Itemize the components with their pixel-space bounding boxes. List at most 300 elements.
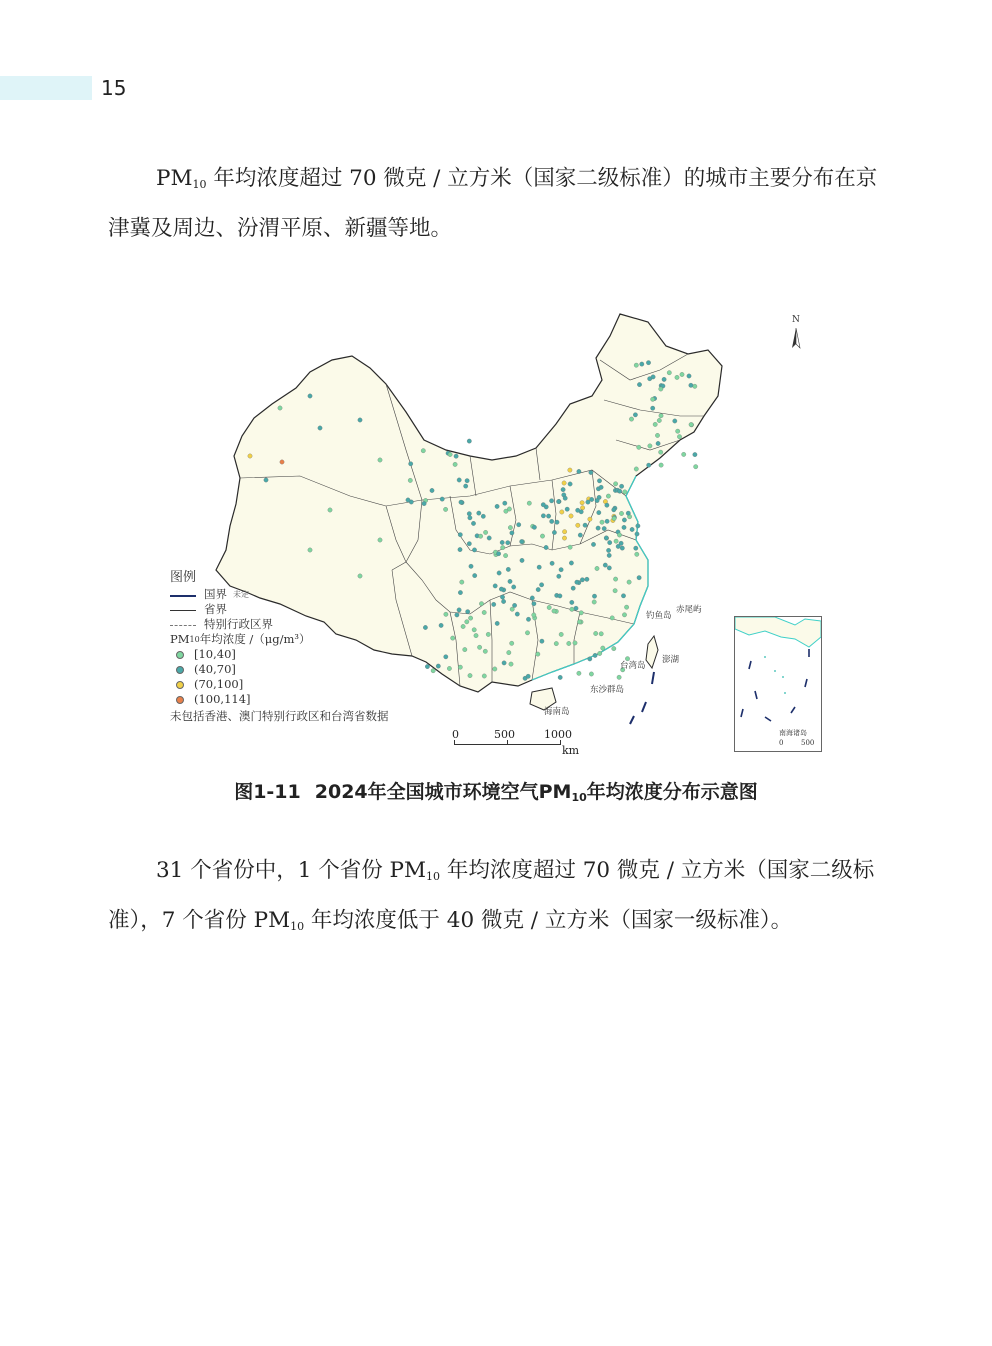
- scale-tick-mark-0: [454, 740, 455, 745]
- inset-scale-0: 0: [779, 739, 784, 747]
- city-dot: [526, 674, 530, 678]
- city-dot: [612, 508, 616, 512]
- city-dot: [409, 462, 413, 466]
- city-dot: [673, 419, 677, 423]
- city-dot: [657, 418, 661, 422]
- city-dot: [467, 439, 471, 443]
- city-dot: [592, 600, 596, 604]
- indent: [108, 858, 156, 883]
- city-dot: [493, 667, 497, 671]
- city-dot: [530, 596, 534, 600]
- city-dot: [495, 621, 499, 625]
- city-dot: [589, 470, 593, 474]
- city-dot: [578, 533, 582, 537]
- figure-caption: [0, 778, 992, 812]
- city-dot: [635, 552, 639, 556]
- city-dot: [637, 445, 641, 449]
- city-dot: [659, 463, 663, 467]
- city-dot: [492, 602, 496, 606]
- city-dot: [591, 542, 595, 546]
- city-dot: [506, 541, 510, 545]
- city-dot: [471, 521, 475, 525]
- city-dot: [472, 628, 476, 632]
- city-dot: [575, 580, 579, 584]
- city-dot: [559, 632, 563, 636]
- city-dot: [646, 361, 650, 365]
- inset-scale-500: 500: [801, 739, 815, 747]
- city-dot: [547, 605, 551, 609]
- city-dot: [496, 552, 500, 556]
- north-label: N: [792, 315, 800, 325]
- city-dot: [580, 506, 584, 510]
- city-dot: [651, 397, 655, 401]
- city-dot: [573, 641, 577, 645]
- city-dot: [626, 511, 630, 515]
- city-dot: [596, 526, 600, 530]
- legend-class-3-label: (70,100]: [194, 677, 244, 691]
- city-dot: [532, 525, 536, 529]
- sar-border-label: 特别行政区界: [204, 617, 273, 631]
- city-dot: [520, 558, 524, 562]
- city-dot: [637, 382, 641, 386]
- city-dot: [473, 573, 477, 577]
- legend-class-4-label: (100,114]: [194, 692, 251, 706]
- paragraph2-sub2: 10: [290, 920, 305, 933]
- city-dot: [541, 503, 545, 507]
- city-dot: [552, 530, 556, 534]
- south-china-sea-dashes: [630, 672, 654, 724]
- map-label-dongsha: 东沙群岛: [590, 685, 625, 695]
- city-dot: [619, 484, 623, 488]
- city-dot: [501, 545, 505, 549]
- city-dot: [693, 384, 697, 388]
- provincial-border-swatch: [170, 605, 198, 615]
- city-dot: [689, 383, 693, 387]
- city-dot: [648, 444, 652, 448]
- city-dot: [559, 568, 563, 572]
- city-dot: [601, 646, 605, 650]
- legend-dot-class-1: [176, 651, 184, 659]
- city-dot: [574, 606, 578, 610]
- city-dot: [589, 672, 593, 676]
- city-dot: [622, 613, 626, 617]
- city-dot: [580, 578, 584, 582]
- city-dot: [583, 523, 587, 527]
- city-dot: [541, 514, 545, 518]
- city-dot: [576, 508, 580, 512]
- paragraph2-sub1: 10: [426, 870, 441, 883]
- city-dot: [499, 587, 503, 591]
- paragraph-province-counts: [108, 849, 888, 949]
- paragraph2-part1: 31 个省份中，1 个省份 PM: [156, 858, 427, 883]
- city-dot: [620, 546, 624, 550]
- city-dot: [458, 590, 462, 594]
- city-dot: [483, 649, 487, 653]
- city-dot: [502, 661, 506, 665]
- city-dot: [606, 494, 610, 498]
- city-dot: [500, 540, 504, 544]
- map-label-hainan: 海南岛: [544, 707, 570, 717]
- pm-text: PM: [156, 166, 193, 191]
- city-dot: [540, 534, 544, 538]
- legend-dot-class-3: [176, 681, 184, 689]
- city-dot: [517, 523, 521, 527]
- city-dot: [662, 377, 666, 381]
- city-dot: [636, 524, 640, 528]
- city-dot: [577, 469, 581, 473]
- city-dot: [525, 631, 529, 635]
- city-dot: [500, 595, 504, 599]
- city-dot: [508, 579, 512, 583]
- city-dot: [558, 675, 562, 679]
- city-dot: [675, 375, 679, 379]
- city-dot: [443, 507, 447, 511]
- city-dot: [504, 509, 508, 513]
- city-dot: [624, 605, 628, 609]
- city-dot: [622, 525, 626, 529]
- city-dot: [466, 610, 470, 614]
- city-dot: [464, 484, 468, 488]
- city-dot: [527, 501, 531, 505]
- city-dot: [568, 482, 572, 486]
- city-dot: [612, 646, 616, 650]
- city-dot: [562, 536, 566, 540]
- city-dot: [687, 374, 691, 378]
- city-dot: [539, 583, 543, 587]
- city-dot: [618, 489, 622, 493]
- legend-class-2-label: (40,70]: [194, 662, 236, 676]
- city-dot: [580, 501, 584, 505]
- city-dot: [546, 514, 550, 518]
- city-dot: [532, 602, 536, 606]
- city-dot: [608, 540, 612, 544]
- south-china-sea-inset: [734, 616, 822, 752]
- map-label-chiwei: 赤尾屿: [676, 605, 702, 615]
- city-dot: [248, 454, 252, 458]
- city-dot: [604, 536, 608, 540]
- legend-class-1: [170, 647, 440, 662]
- city-dot: [590, 497, 594, 501]
- scale-tick-1000: 1000: [544, 728, 572, 741]
- city-dot: [463, 647, 467, 651]
- city-dot: [549, 499, 553, 503]
- legend-class-1-label: [10,40]: [194, 647, 236, 661]
- city-dot: [677, 435, 681, 439]
- city-dot: [576, 523, 580, 527]
- scale-tick-mark-1000: [560, 740, 561, 745]
- city-dot: [478, 534, 482, 538]
- city-dot: [512, 603, 516, 607]
- city-dot: [444, 655, 448, 659]
- city-dot: [495, 504, 499, 508]
- city-dot: [635, 532, 639, 536]
- city-dot: [599, 632, 603, 636]
- city-dot: [619, 511, 623, 515]
- city-dot: [585, 577, 589, 581]
- city-dot: [594, 631, 598, 635]
- city-dot: [536, 587, 540, 591]
- city-dot: [532, 613, 536, 617]
- city-dot: [479, 602, 483, 606]
- city-dot: [378, 458, 382, 462]
- city-dot: [422, 501, 426, 505]
- inset-label: 南海诸岛: [779, 729, 807, 737]
- city-dot: [468, 616, 472, 620]
- city-dot: [280, 460, 284, 464]
- city-dot: [610, 616, 614, 620]
- city-dot: [630, 527, 634, 531]
- city-dot: [570, 600, 574, 604]
- scale-tick-0: 0: [452, 728, 459, 741]
- city-dot: [588, 517, 592, 521]
- city-dot: [459, 500, 463, 504]
- legend-concentration-unit: 年均浓度 /（μg/m³）: [199, 632, 311, 646]
- city-dot: [552, 609, 556, 613]
- city-dot: [477, 645, 481, 649]
- legend-dot-class-4: [176, 696, 184, 704]
- city-dot: [447, 666, 451, 670]
- city-dot: [457, 608, 461, 612]
- map-legend: [170, 570, 440, 724]
- city-dot: [544, 545, 548, 549]
- legend-dot-class-2: [176, 666, 184, 674]
- city-dot: [647, 463, 651, 467]
- city-dot: [536, 652, 540, 656]
- legend-national-border: [170, 587, 440, 602]
- city-dot: [612, 516, 616, 520]
- city-dot: [560, 510, 564, 514]
- city-dot: [457, 478, 461, 482]
- scale-unit: km: [562, 744, 580, 757]
- legend-pm-sub: 10: [189, 635, 200, 644]
- city-dot: [579, 611, 583, 615]
- city-dot: [676, 429, 680, 433]
- city-dot: [486, 632, 490, 636]
- city-dot: [455, 613, 459, 617]
- city-dot: [467, 542, 471, 546]
- city-dot: [453, 462, 457, 466]
- city-dot: [558, 594, 562, 598]
- city-dot: [577, 620, 581, 624]
- city-dot: [421, 449, 425, 453]
- sar-border-swatch: [170, 620, 198, 630]
- city-dot: [613, 482, 617, 486]
- city-dot: [627, 580, 631, 584]
- city-dot: [603, 563, 607, 567]
- city-dot: [565, 507, 569, 511]
- city-dot: [607, 553, 611, 557]
- city-dot: [440, 497, 444, 501]
- city-dot: [621, 594, 625, 598]
- provincial-border-label: 省界: [204, 602, 227, 616]
- city-dot: [481, 514, 485, 518]
- city-dot: [586, 500, 590, 504]
- city-dot: [570, 607, 574, 611]
- city-dot: [622, 518, 626, 522]
- city-dot: [637, 576, 641, 580]
- city-dot: [606, 548, 610, 552]
- city-dot: [509, 662, 513, 666]
- city-dot: [602, 526, 606, 530]
- city-dot: [577, 671, 581, 675]
- caption-title-suffix: 年均浓度分布示意图: [586, 781, 758, 803]
- city-dot: [458, 533, 462, 537]
- city-dot: [507, 650, 511, 654]
- city-dot: [264, 478, 268, 482]
- city-dot: [629, 417, 633, 421]
- city-dot: [378, 538, 382, 542]
- city-dot: [592, 594, 596, 598]
- city-dot: [563, 496, 567, 500]
- city-dot: [408, 478, 412, 482]
- city-dot: [693, 452, 697, 456]
- city-dot: [497, 571, 501, 575]
- city-dot: [451, 636, 455, 640]
- legend-class-3: [170, 677, 440, 692]
- city-dot: [526, 617, 530, 621]
- city-dot: [588, 657, 592, 661]
- city-dot: [540, 639, 544, 643]
- city-dot: [562, 481, 566, 485]
- map-label-penghu: 澎湖: [662, 655, 680, 665]
- city-dot: [634, 467, 638, 471]
- city-dot: [406, 498, 410, 502]
- scale-bar: [450, 728, 580, 758]
- north-arrow-icon: [792, 315, 800, 348]
- city-dot: [465, 620, 469, 624]
- city-dot: [569, 514, 573, 518]
- city-dot: [503, 501, 507, 505]
- city-dot: [468, 516, 472, 520]
- paragraph-pm10-over-standard: [108, 157, 888, 251]
- city-dot: [454, 454, 458, 458]
- city-dot: [278, 406, 282, 410]
- city-dot: [557, 574, 561, 578]
- paragraph2-part3: 年均浓度低于 40 微克 / 立方米（国家一级标准）。: [304, 908, 793, 933]
- city-dot: [633, 413, 637, 417]
- city-dot: [482, 674, 486, 678]
- scale-tick-mark-500: [507, 740, 508, 745]
- city-dot: [634, 546, 638, 550]
- national-border-note: 未定: [233, 590, 249, 599]
- city-dot: [430, 488, 434, 492]
- city-dot: [600, 520, 604, 524]
- city-dot: [512, 585, 516, 589]
- city-dot: [567, 641, 571, 645]
- city-dot: [482, 610, 486, 614]
- legend-class-2: [170, 662, 440, 677]
- city-dot: [655, 433, 659, 437]
- city-dot: [613, 577, 617, 581]
- city-dot: [613, 589, 617, 593]
- city-dot: [555, 520, 559, 524]
- city-dot: [694, 465, 698, 469]
- city-dot: [469, 564, 473, 568]
- city-dot: [358, 418, 362, 422]
- legend-sar-border: [170, 617, 440, 632]
- city-dot: [520, 539, 524, 543]
- inset-map-svg: [735, 617, 821, 751]
- city-dot: [506, 567, 510, 571]
- map-label-diaoyu: 钓鱼岛: [646, 611, 672, 621]
- city-dot: [614, 539, 618, 543]
- taiwan-outline: [646, 636, 658, 668]
- paragraph-text: 年均浓度超过 70 微克 / 立方米（国家二级标准）的城市主要分布在京津冀及周边、汾渭平原、新疆等地。: [108, 166, 878, 241]
- city-dot: [569, 561, 573, 565]
- city-dot: [651, 375, 655, 379]
- city-dot: [682, 452, 686, 456]
- figure-number: 图1-11: [234, 781, 301, 803]
- city-dot: [493, 584, 497, 588]
- city-dot: [556, 499, 560, 503]
- city-dot: [617, 533, 621, 537]
- city-dot: [689, 422, 693, 426]
- city-dot: [554, 641, 558, 645]
- city-dot: [568, 545, 572, 549]
- city-dot: [460, 580, 464, 584]
- legend-provincial-border: [170, 602, 440, 617]
- city-dot: [599, 485, 603, 489]
- page-number: 15: [101, 76, 127, 100]
- city-dot: [550, 519, 554, 523]
- national-border-swatch: [170, 590, 198, 600]
- city-dot: [308, 548, 312, 552]
- city-dot: [617, 675, 621, 679]
- city-dot: [501, 599, 505, 603]
- city-dot: [659, 414, 663, 418]
- city-dot: [465, 479, 469, 483]
- map-label-taiwan: 台湾岛: [620, 661, 646, 671]
- city-dot: [605, 503, 609, 507]
- city-dot: [568, 468, 572, 472]
- legend-title: 图例: [170, 570, 197, 585]
- city-dot: [483, 530, 487, 534]
- paragraph2-part2: 年均浓度超过 70 微克 / 立方米（国家二级标准），7 个省份 PM: [108, 858, 875, 933]
- city-dot: [571, 586, 575, 590]
- city-dot: [318, 426, 322, 430]
- national-border-label: 国界: [204, 587, 227, 601]
- city-dot: [597, 479, 601, 483]
- city-dot: [474, 633, 478, 637]
- city-dot: [467, 512, 471, 516]
- legend-concentration-title: [170, 632, 440, 647]
- city-dot: [607, 566, 611, 570]
- city-dot: [508, 525, 512, 529]
- legend-pm-text: PM: [170, 632, 190, 646]
- city-dot: [444, 612, 448, 616]
- city-dot: [653, 422, 657, 426]
- city-dot: [605, 519, 609, 523]
- city-dot: [448, 452, 452, 456]
- city-dot: [510, 531, 514, 535]
- city-dot: [659, 387, 663, 391]
- city-dot: [659, 450, 663, 454]
- city-dot: [651, 406, 655, 410]
- city-dot: [640, 362, 644, 366]
- city-dot: [595, 566, 599, 570]
- city-dot: [503, 553, 507, 557]
- city-dot: [458, 547, 462, 551]
- city-dot: [634, 363, 638, 367]
- city-dot: [680, 372, 684, 376]
- scale-tick-500: 500: [494, 728, 515, 741]
- city-dot: [458, 665, 462, 669]
- caption-title-prefix: 2024年全国城市环境空气PM: [314, 781, 572, 803]
- legend-note: 未包括香港、澳门特别行政区和台湾省数据: [170, 709, 389, 723]
- city-dot: [595, 498, 599, 502]
- city-dot: [487, 536, 491, 540]
- city-dot: [593, 653, 597, 657]
